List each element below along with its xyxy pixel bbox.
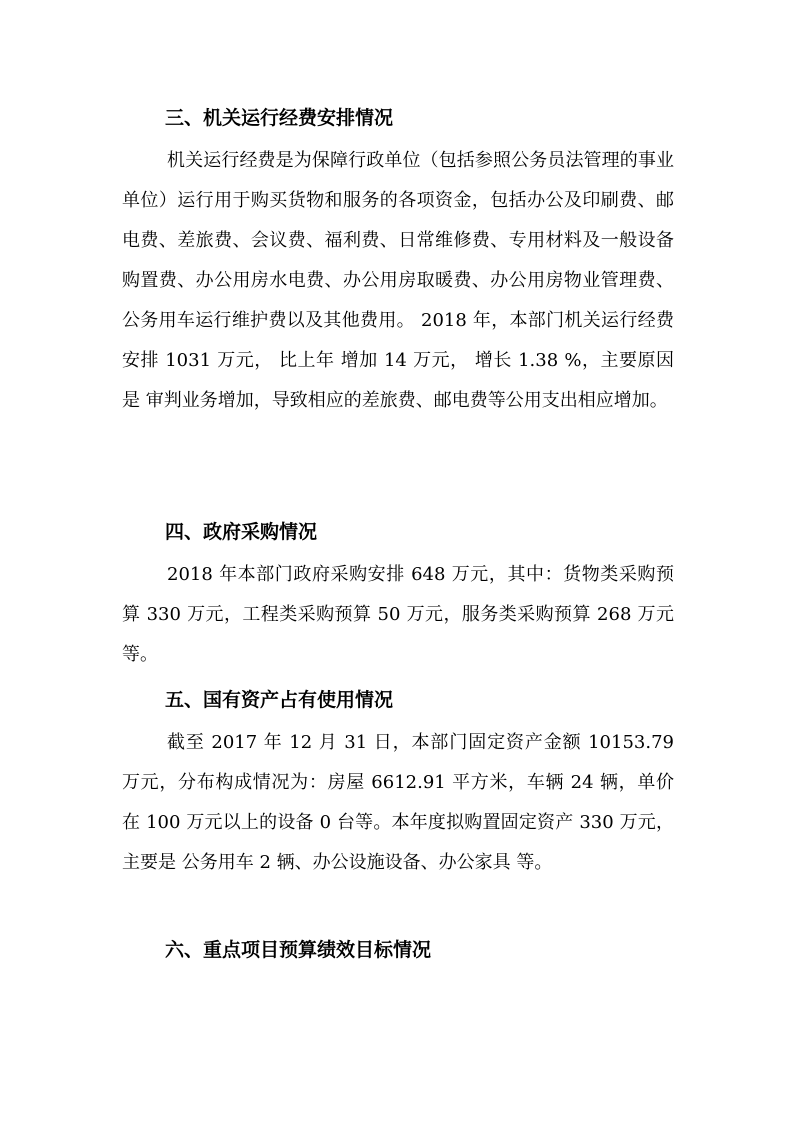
section-heading-procurement: 四、政府采购情况 [165,521,318,543]
section-heading-state-assets: 五、国有资产占有使用情况 [165,689,394,711]
section-heading-operating-funds: 三、机关运行经费安排情况 [165,107,394,129]
paragraph-state-assets: 截至 2017 年 12 月 31 日，本部门固定资产金额 10153.79 万元，分布构成情况为：房屋 6612.91 平方米，车辆 24 辆，单价在 100 万元以上的设备 0 台等。本年度拟购置固定资产 330 万元，主要是 公务用车 2 辆、办公设施设备、办公家具 等。 [122,732,674,873]
paragraph-procurement: 2018 年本部门政府采购安排 648 万元，其中：货物类采购预算 330 万元，工程类采购预算 50 万元，服务类采购预算 268 万元等。 [122,564,674,665]
paragraph-operating-funds: 机关运行经费是为保障行政单位（包括参照公务员法管理的事业单位）运行用于购买货物和服务的各项资金，包括办公及印刷费、邮电费、差旅费、会议费、福利费、日常维修费、专用材料及一般设备购置费、办公用房水电费、办公用房取暖费、办公用房物业管理费、公务用车运行维护费以及其他费用。 2018 年，本部门机关运行经费安排 1031 万元， 比上年 增加 14 万元， 增长 1.38 %，主要原因是 审判业务增加，导致相应的差旅费、邮电费等公用支出相应增加。 [122,150,674,411]
section-heading-performance-targets: 六、重点项目预算绩效目标情况 [165,939,432,961]
